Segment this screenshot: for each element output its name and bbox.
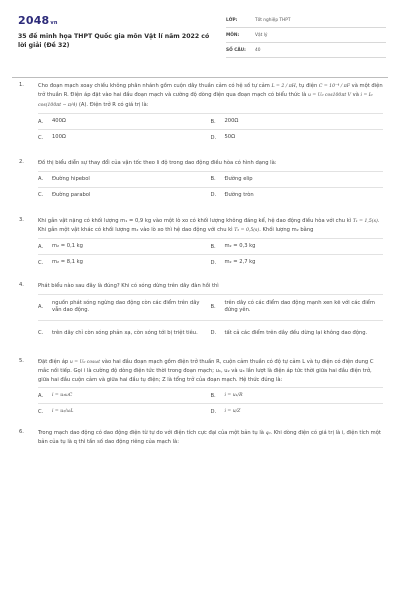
option-letter: C.: [38, 134, 44, 141]
meta-label: SỐ CÂU:: [226, 47, 246, 53]
stem-text: Khi gắn vật nặng có khối lượng m₁ = 0,9 kg vào một lò xo có khối lượng không đáng kể, hệ dao động điều hòa với chu kì: [38, 217, 353, 224]
stem-text: , tụ điện: [295, 83, 319, 89]
answer-option-c[interactable]: [38, 187, 211, 203]
stem-text: . Khi gắn một vật khác có khối lượng m₂ vào lò xo thì hệ dao động với chu kì: [38, 217, 380, 234]
question-stem: [38, 358, 383, 384]
option-text: Đường elip: [224, 175, 253, 182]
option-letter: A.: [38, 243, 44, 250]
option-letter: B.: [210, 243, 216, 250]
answer-option-a[interactable]: [38, 238, 211, 254]
question-number: 1.: [19, 82, 24, 88]
stem-text: Đồ thị biểu diễn sự thay đổi của vận tốc theo li độ trong dao động điều hòa có hình dạng là:: [38, 160, 277, 167]
question-list: [0, 82, 400, 447]
option-text: 50Ω: [224, 134, 236, 141]
option-letter: A.: [38, 118, 44, 125]
option-text: 400Ω: [52, 118, 66, 125]
answer-option-c[interactable]: [38, 320, 211, 346]
meta-row-question-count: [226, 43, 386, 58]
answer-option-b[interactable]: [211, 294, 384, 320]
option-letter: A.: [38, 392, 44, 399]
question-5: [0, 358, 400, 419]
stem-text: Phát biểu nào sau đây là đúng? Khi có sóng dừng trên dây đàn hồi thì: [38, 283, 219, 290]
answer-option-d[interactable]: [211, 403, 384, 419]
answer-option-a[interactable]: [38, 387, 211, 403]
option-text: i = u₃ωC: [52, 393, 73, 399]
option-letter: A.: [38, 176, 44, 183]
option-letter: B.: [210, 118, 216, 125]
answer-option-c[interactable]: [38, 254, 211, 270]
question-number: 6.: [19, 429, 24, 436]
question-3: [0, 217, 400, 271]
answer-option-d[interactable]: [211, 320, 384, 346]
math-expression: T₂ = 0,5(s): [234, 228, 260, 234]
question-6: [0, 429, 400, 447]
answer-option-d[interactable]: [211, 187, 384, 203]
option-letter: D.: [210, 259, 217, 266]
math-expression: L = 2 / πH: [271, 84, 296, 89]
option-text: nguồn phát sóng ngừng dao động còn các điểm trên dây vẫn dao động.: [52, 300, 200, 314]
question-2: [0, 159, 400, 202]
header: [0, 0, 400, 66]
option-letter: C.: [38, 408, 44, 415]
question-stem: [38, 429, 383, 447]
answer-option-b[interactable]: [211, 171, 384, 187]
answer-option-b[interactable]: [211, 238, 384, 254]
math-expression: u = U₀ cosωt: [69, 359, 101, 365]
option-letter: D.: [210, 330, 217, 337]
question-stem: [38, 82, 383, 110]
answer-options: [38, 113, 383, 145]
question-stem: [38, 282, 383, 290]
question-number: 5.: [19, 357, 24, 364]
answer-options: [38, 238, 383, 270]
option-letter: D.: [210, 192, 217, 199]
math-expression: i = I₀ cos(100πt − π/4): [38, 93, 373, 108]
logo-suffix: vn: [50, 20, 58, 26]
document-title: 35 đề minh họa THPT Quốc gia môn Vật lí năm 2022 có lời giải (Đề 32): [18, 33, 210, 49]
option-text: Đường tròn: [224, 191, 254, 198]
option-letter: B.: [210, 176, 216, 183]
question-number: 2.: [19, 159, 24, 166]
answer-option-a[interactable]: [38, 171, 211, 187]
option-text: tất cả các điểm trên dây đều dừng lại không dao động.: [224, 329, 368, 336]
option-text: i = u₁/R: [224, 393, 243, 399]
answer-option-a[interactable]: [38, 113, 211, 129]
answer-option-b[interactable]: [211, 387, 384, 403]
math-expression: u = U₀ cos100πt V: [307, 93, 351, 99]
document-meta: [226, 13, 386, 58]
meta-value: Tốt nghiệp THPT: [255, 17, 291, 23]
option-letter: D.: [210, 408, 217, 415]
meta-value: Vật lý: [255, 32, 268, 38]
stem-text: và một điện trở thuần R. Điện áp đặt vào hai đầu đoạn mạch và cường độ dòng điện qua đoạn mạch có biểu thức là: [38, 83, 383, 99]
question-number: 4.: [19, 282, 24, 289]
question-stem: [38, 217, 383, 236]
stem-text: . Khối lượng m₂ bằng: [259, 227, 314, 234]
question-number: 3.: [19, 216, 24, 223]
option-text: m₂ = 8,1 kg: [52, 259, 83, 266]
answer-options: [38, 387, 383, 419]
meta-label: MÔN:: [226, 32, 240, 38]
option-text: i = u/Z: [224, 409, 241, 415]
option-text: m₂ = 0,3 kg: [224, 243, 256, 250]
stem-text: Cho đoạn mạch xoay chiều không phân nhánh gồm cuộn dây thuần cảm có hệ số tự cảm: [38, 83, 272, 89]
option-letter: D.: [210, 134, 217, 141]
option-text: Đường hipebol: [52, 175, 90, 182]
option-text: m₂ = 0,1 kg: [52, 243, 83, 250]
header-divider: [12, 77, 388, 78]
answer-options: [38, 171, 383, 203]
math-expression: T₁ = 1,5(s): [352, 218, 378, 224]
option-letter: B.: [210, 304, 216, 311]
question-stem: [38, 159, 383, 167]
math-expression: q₀: [265, 431, 271, 437]
option-text: 100Ω: [52, 134, 66, 141]
option-text: 200Ω: [224, 118, 239, 125]
option-text: Đường parabol: [52, 191, 91, 198]
meta-row-subject: [226, 28, 386, 43]
answer-option-d[interactable]: [211, 254, 384, 270]
stem-text: và: [351, 92, 361, 99]
stem-text: Đặt điện áp: [38, 358, 70, 365]
option-letter: C.: [38, 259, 44, 266]
answer-option-d[interactable]: [211, 129, 384, 145]
question-1: [0, 82, 400, 145]
option-text: i = u₂/ωL: [52, 409, 74, 415]
answer-options: [38, 294, 383, 346]
stem-text: . Khi dòng điện có giá trị là i, điện tích một bản của tụ là q thì tần số dao động riêng của mạch là:: [38, 430, 381, 446]
option-letter: B.: [210, 392, 216, 399]
meta-value: 40: [255, 47, 261, 53]
answer-option-b[interactable]: [211, 113, 384, 129]
option-text: trên dây có các điểm dao động mạnh xen kẽ với các điểm đứng yên.: [224, 300, 375, 314]
stem-text: Trong mạch dao động có dao động điện từ tự do với điện tích cực đại của một bản tụ là: [38, 430, 266, 437]
logo-text: 2048: [18, 14, 50, 27]
answer-option-c[interactable]: [38, 403, 211, 419]
math-expression: C = 10⁻⁴ / πF: [318, 84, 350, 89]
stem-text: (A). Điện trở R có giá trị là:: [77, 101, 149, 108]
stem-text: vào hai đầu đoạn mạch gồm điện trở thuần R, cuộn cảm thuần có độ tự cảm L và tụ điện có điện dung C mắc nối tiếp. Gọi i là cường độ dòng điện tức thời trong đoạn mạch; u₁, u₂ và u₃ lần lượt là điện áp tức thời giữa hai đầu điện trở, giữa hai đầu cuộn cảm và giữa hai đầu tụ điện; Z là tổng trở của đoạn mạch. Hệ thức đúng là:: [38, 358, 374, 383]
question-4: [0, 282, 400, 345]
option-letter: C.: [38, 192, 44, 199]
option-letter: A.: [38, 304, 44, 311]
option-letter: C.: [38, 330, 44, 337]
answer-option-c[interactable]: [38, 129, 211, 145]
option-text: m₂ = 2,7 kg: [224, 259, 256, 266]
meta-row-class: [226, 13, 386, 28]
meta-label: LỚP:: [226, 17, 238, 23]
option-text: trên dây chỉ còn sóng phản xạ, còn sóng tới bị triệt tiêu.: [52, 329, 198, 336]
answer-option-a[interactable]: [38, 294, 211, 320]
